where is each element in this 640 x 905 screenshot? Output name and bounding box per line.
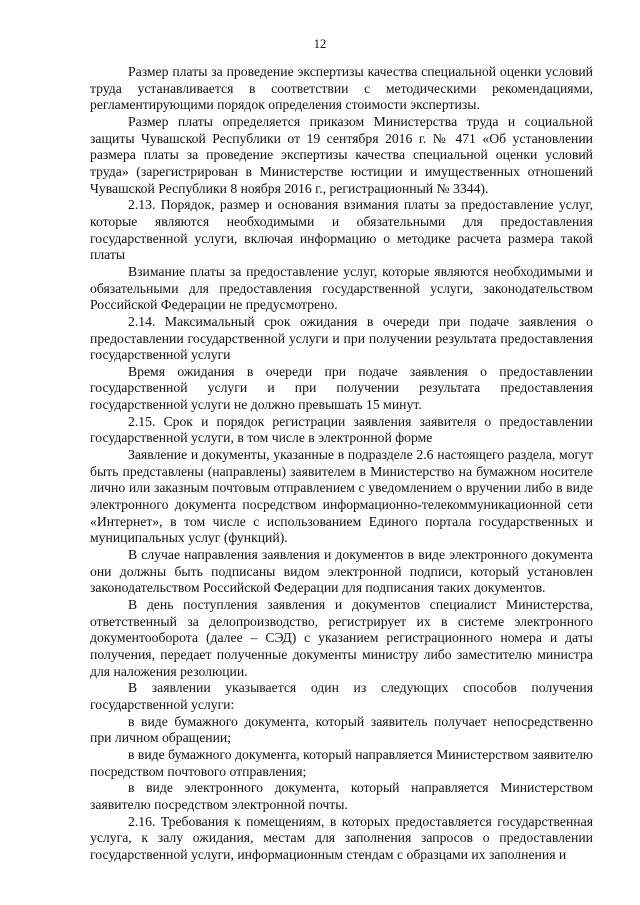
paragraph-registration: В день поступления заявления и документов специалист Министерства, ответственный за делопроизводство, регистрирует их в системе электронного документооборота (далее – СЭД) с указанием регистрационного номера и даты получения, передает полученные документы министру либо заместителю министра для наложения резолюции. [90,597,593,679]
section-heading-2-16: 2.16. Требования к помещениям, в которых предоставляется государственная услуга, к залу ожидания, местам для заполнения запросов о предоставлении государственной услуги, информационным стендам с образцами их заполнения и [90,813,593,862]
list-item-paper-by-post: в виде бумажного документа, который направляется Министерством заявителю посредством почтового отправления; [90,746,593,779]
section-heading-2-14: 2.14. Максимальный срок ожидания в очереди при подаче заявления о предоставлении государственной услуги и при получении результата предоставления государственной услуги [90,313,593,363]
paragraph-electronic-signature: В случае направления заявления и документов в виде электронного документа они должны быть подписаны видом электронной подписи, который установлен законодательством Российской Федерации для подписания таких документов. [90,547,593,596]
paragraph-expertise-fee: Размер платы за проведение экспертизы качества специальной оценки условий труда устанавливается в соответствии с методическими рекомендациями, регламентирующими порядок определения стоимости экспертизы. [90,64,593,113]
paragraph-no-fee: Взимание платы за предоставление услуг, которые являются необходимыми и обязательными для предоставления государственной услуги, законодательством Российской Федерации не предусмотрено. [90,263,593,313]
list-item-paper-in-person: в виде бумажного документа, который заявитель получает непосредственно при личном обращении; [90,713,593,746]
paragraph-wait-time: Время ожидания в очереди при подаче заявления о предоставлении государственной услуги и при получении результата предоставления государственной услуги не должно превышать 15 минут. [90,363,593,413]
list-item-electronic-by-email: в виде электронного документа, который направляется Министерством заявителю посредством электронной почты. [90,780,593,812]
document-body [90,64,593,864]
section-heading-2-13: 2.13. Порядок, размер и основания взимания платы за предоставление услуг, которые являются необходимыми и обязательными для предоставления государственной услуги, включая информацию о методике расчета размера такой платы [90,197,593,263]
page-number: 12 [313,37,327,51]
paragraph-delivery-methods: В заявлении указывается один из следующих способов получения государственной услуги: [90,680,593,712]
paragraph-submission: Заявление и документы, указанные в подразделе 2.6 настоящего раздела, могут быть представлены (направлены) заявителем в Министерство на бумажном носителе лично или заказным почтовым отправлением с уведомлением о вручении либо в виде электронного документа посредством информационно-телекоммуникационной сети «Интернет», в том числе с использованием Единого портала государственных и муниципальных услуг (функций). [90,447,593,546]
section-heading-2-15: 2.15. Срок и порядок регистрации заявления заявителя о предоставлении государственной услуги, в том числе в электронной форме [90,413,593,446]
paragraph-fee-order: Размер платы определяется приказом Министерства труда и социальной защиты Чувашской Республики от 19 сентября 2016 г. № 471 «Об установлении размера платы за проведение экспертизы качества специальной оценки условий труда» (зарегистрирован в Министерстве юстиции и имущественных отношений Чувашской Республики 8 ноября 2016 г., регистрационный № 3344). [90,113,593,196]
